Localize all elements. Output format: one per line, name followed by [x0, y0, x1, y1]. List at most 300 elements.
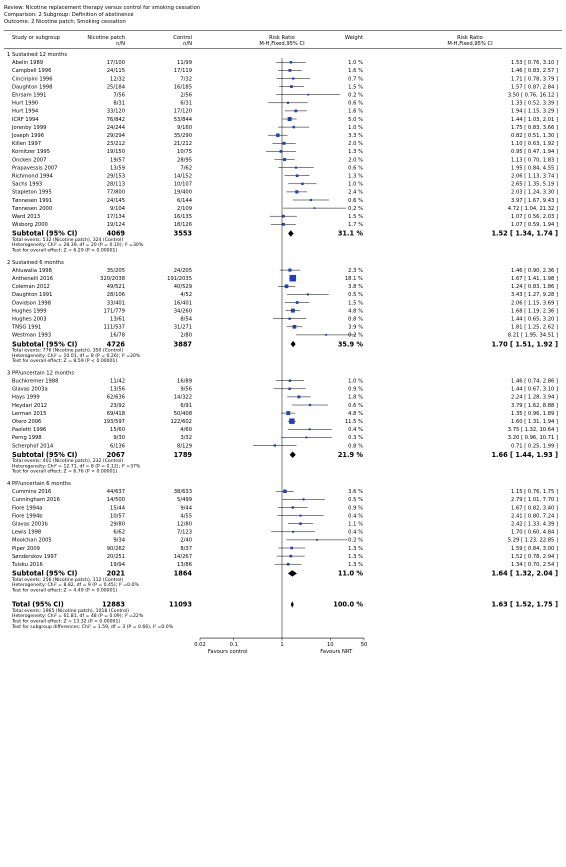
forest-rows — [7, 52, 558, 630]
study-weight: 0.7 % — [348, 76, 363, 83]
study-exp: 35/205 — [106, 267, 125, 274]
study-weight: 2.4 % — [348, 189, 363, 196]
point-estimate — [274, 444, 276, 446]
study-weight: 1.7 % — [348, 222, 363, 229]
point-estimate — [286, 411, 290, 415]
study-name: Kornitzer 1995 — [12, 149, 51, 156]
point-estimate — [283, 142, 286, 145]
point-estimate — [289, 418, 294, 423]
study-ctrl: 28/95 — [177, 157, 192, 164]
study-exp: 33/120 — [106, 108, 125, 115]
study-weight: 1.0 % — [348, 378, 363, 385]
study-name: Ward 2013 — [12, 214, 41, 220]
study-ctrl: 9/44 — [180, 505, 192, 512]
study-exp: 19/94 — [110, 562, 125, 568]
study-name: Hughes 2003 — [12, 316, 47, 323]
study-weight: 0.9 % — [348, 505, 363, 512]
study-exp: 28/106 — [106, 292, 125, 299]
study-weight: 0.5 % — [348, 292, 363, 299]
point-estimate — [305, 436, 307, 438]
study-weight: 1.3 % — [348, 553, 363, 560]
study-ctrl: 16/89 — [177, 378, 192, 385]
subtotal-label: Subtotal (95% CI) — [12, 569, 78, 578]
study-exp: 111/537 — [103, 324, 125, 331]
point-estimate — [307, 293, 309, 295]
study-ctrl: 12/80 — [177, 521, 192, 528]
study-exp: 9/104 — [110, 205, 125, 212]
study-weight: 3.6 % — [348, 489, 363, 496]
study-ctrl: 35/290 — [173, 133, 192, 139]
study-ci: 1.10 [ 0.63, 1.92 ] — [511, 141, 558, 148]
study-exp: 193/597 — [103, 419, 125, 425]
col-header-rr-sub: M-H,Fixed,95% CI — [259, 41, 305, 47]
study-weight: 0.4 % — [348, 427, 363, 434]
point-estimate — [288, 117, 292, 121]
study-weight: 1.5 % — [348, 300, 363, 307]
x-tick-label: 0.02 — [194, 642, 206, 649]
review-title: Review: Nicotine replacement therapy versus control for smoking cessation — [4, 5, 201, 11]
subgroup-note: Heterogeneity: Chi² = 12.71, df = 8 (P = 0.12); I² =37% — [12, 464, 141, 470]
study-ci: 2.03 [ 1.24, 3.30 ] — [511, 189, 558, 196]
study-weight: 0.6 % — [348, 197, 363, 204]
study-name: Tuisku 2016 — [12, 562, 43, 568]
study-exp: 19/150 — [106, 149, 125, 156]
point-estimate — [292, 77, 294, 79]
study-exp: 62/636 — [106, 394, 125, 401]
point-estimate — [301, 183, 303, 185]
outcome-title: Outcome: 2 Nicotine patch; Smoking cessation — [4, 19, 126, 25]
study-ci: 2.42 [ 1.33, 4.39 ] — [511, 521, 558, 528]
study-ctrl: 5/499 — [177, 497, 192, 504]
study-exp: 171/779 — [103, 308, 125, 315]
study-ctrl: 6/91 — [180, 402, 192, 409]
study-exp: 6/136 — [110, 443, 125, 450]
study-ctrl: 7/62 — [180, 165, 192, 172]
subtotal-ctrl: 1864 — [173, 569, 192, 578]
study-exp: 90/262 — [106, 545, 125, 552]
subtotal-diamond — [288, 570, 297, 576]
study-ctrl: 13/86 — [177, 562, 192, 568]
subtotal-weight: 35.9 % — [337, 340, 363, 349]
study-ctrl: 6/31 — [180, 100, 192, 107]
study-name: ICRF 1994 — [12, 116, 39, 123]
study-ctrl: 18/126 — [173, 222, 192, 229]
study-ci: 0.95 [ 0.47, 1.94 ] — [511, 149, 558, 156]
total-label: Total (95% CI) — [12, 600, 64, 609]
subtotal-ctrl: 1789 — [173, 450, 192, 459]
point-estimate — [314, 207, 316, 209]
study-name: Westman 1993 — [12, 332, 52, 339]
point-estimate — [282, 215, 285, 218]
study-exp: 13/56 — [110, 386, 125, 393]
study-name: TNSG 1991 — [12, 324, 42, 331]
study-ctrl: 10/75 — [177, 149, 192, 156]
point-estimate — [295, 110, 298, 113]
point-estimate — [296, 174, 299, 177]
total-note: Test for subgroup differences: Chi² = 1.59, df = 3 (P = 0.66), I² =0.0% — [12, 624, 174, 630]
study-ci: 2.79 [ 1.01, 7.70 ] — [511, 497, 558, 504]
study-ctrl: 24/205 — [173, 267, 192, 274]
study-ctrl: 31/271 — [173, 324, 192, 331]
study-name: Glavas 2003b — [12, 521, 48, 528]
study-ctrl: 10/107 — [173, 181, 192, 188]
study-name: Davidson 1998 — [12, 300, 51, 307]
forest-axis — [194, 58, 367, 655]
study-ci: 2.41 [ 0.80, 7.24 ] — [511, 513, 558, 520]
subtotal-exp: 2067 — [106, 450, 125, 459]
point-estimate — [310, 199, 312, 201]
study-ci: 1.81 [ 1.25, 2.62 ] — [511, 324, 558, 331]
study-ci: 1.52 [ 0.78, 2.94 ] — [511, 553, 558, 560]
study-ctrl: 8/54 — [180, 316, 192, 323]
study-exp: 44/637 — [106, 489, 125, 496]
point-estimate — [289, 275, 296, 282]
total-note: Total events: 1965 (Nicotine patch), 1018 (Control) — [12, 608, 129, 614]
subtotal-exp: 4726 — [106, 340, 125, 349]
study-exp: 15/60 — [110, 427, 125, 434]
study-exp: 24/115 — [106, 68, 125, 75]
study-exp: 17/134 — [106, 214, 125, 220]
study-exp: 69/418 — [106, 410, 125, 417]
point-estimate — [292, 506, 294, 508]
study-weight: 1.5 % — [348, 84, 363, 91]
study-weight: 1.8 % — [348, 394, 363, 401]
point-estimate — [291, 309, 295, 313]
study-ctrl: 17/119 — [173, 68, 192, 75]
study-ci: 1.57 [ 0.87, 2.84 ] — [511, 84, 558, 91]
study-weight: 3.8 % — [348, 284, 363, 291]
study-weight: 4.8 % — [348, 410, 363, 417]
study-exp: 28/113 — [106, 181, 125, 188]
subgroup-note: Test for overall effect: Z = 8.59 (P < 0.00001) — [12, 359, 118, 365]
study-name: Fiore 1994a — [12, 505, 43, 512]
study-exp: 29/294 — [106, 133, 125, 139]
study-weight: 4.8 % — [348, 308, 363, 315]
point-estimate — [299, 515, 301, 517]
plot-header — [4, 5, 562, 49]
subgroup-title: 1 Sustained 12 months — [7, 52, 68, 58]
subtotal-diamond — [291, 341, 296, 347]
study-name: Sønderskov 1997 — [12, 553, 57, 560]
study-ci: 1.46 [ 0.90, 2.36 ] — [511, 267, 558, 274]
study-ci: 1.35 [ 0.96, 1.89 ] — [511, 410, 558, 417]
study-weight: 0.2 % — [348, 537, 363, 544]
study-ci: 4.72 [ 1.04, 21.32 ] — [507, 205, 558, 212]
study-exp: 11/42 — [110, 378, 125, 385]
subtotal-ci: 1.70 [ 1.51, 1.92 ] — [491, 340, 558, 349]
study-ci: 5.29 [ 1.23, 22.85 ] — [507, 537, 558, 544]
study-name: Glavas 2003a — [12, 386, 48, 393]
point-estimate — [283, 490, 287, 494]
subtotal-weight: 21.9 % — [337, 450, 363, 459]
point-estimate — [290, 85, 293, 88]
study-ci: 2.24 [ 1.28, 3.94 ] — [511, 394, 558, 401]
favours-control-label: Favours control — [207, 649, 248, 656]
subtotal-ci: 1.64 [ 1.32, 2.04 ] — [491, 569, 558, 578]
point-estimate — [295, 190, 298, 193]
study-weight: 2.0 % — [348, 141, 363, 148]
study-ctrl: 16/401 — [173, 300, 192, 307]
study-exp: 19/57 — [110, 157, 125, 164]
study-name: Coleman 2012 — [12, 284, 50, 291]
study-exp: 320/2038 — [100, 276, 125, 282]
subgroup-note: Test for overall effect: Z = 6.29 (P < 0.00001) — [12, 248, 118, 254]
study-name: Daughton 1991 — [12, 292, 53, 299]
study-exp: 9/30 — [113, 435, 125, 442]
study-weight: 3.3 % — [348, 133, 363, 139]
point-estimate — [297, 395, 300, 398]
study-ctrl: 14/152 — [173, 173, 192, 180]
study-weight: 0.4 % — [348, 529, 363, 536]
study-weight: 0.3 % — [348, 435, 363, 442]
study-ci: 3.97 [ 1.67, 9.43 ] — [511, 197, 558, 204]
study-ctrl: 9/56 — [180, 386, 192, 393]
study-exp: 12/32 — [110, 76, 125, 83]
study-ci: 3.20 [ 0.96, 10.71 ] — [507, 435, 558, 442]
study-exp: 77/800 — [106, 189, 125, 196]
study-exp: 19/124 — [106, 222, 125, 229]
study-exp: 29/80 — [110, 521, 125, 528]
study-weight: 2.0 % — [348, 157, 363, 164]
study-name: Joseph 1996 — [12, 133, 45, 139]
study-ci: 3.79 [ 1.62, 8.88 ] — [511, 402, 558, 409]
study-ci: 3.50 [ 0.76, 16.12 ] — [507, 92, 558, 99]
study-ci: 2.06 [ 1.15, 3.69 ] — [511, 300, 558, 307]
study-ci: 0.71 [ 0.25, 1.99 ] — [511, 443, 558, 450]
col-header-rr-right-sub: M-H,Fixed,95% CI — [447, 41, 493, 47]
point-estimate — [293, 325, 297, 329]
study-ctrl: 14/322 — [173, 394, 192, 401]
study-ctrl: 19/400 — [173, 189, 192, 196]
study-exp: 6/62 — [113, 529, 125, 536]
study-ci: 1.95 [ 0.84, 4.55 ] — [511, 165, 558, 172]
study-name: Prapavessis 2007 — [12, 165, 58, 172]
x-tick-label: 0.1 — [229, 642, 238, 649]
subgroup-title: 3 PP/uncertain 12 months — [7, 370, 75, 377]
study-ctrl: 53/844 — [173, 116, 192, 123]
study-exp: 24/145 — [106, 197, 125, 204]
study-weight: 1.3 % — [348, 173, 363, 180]
study-exp: 15/44 — [110, 505, 125, 512]
subgroup-note: Heterogeneity: Chi² = 8.82, df = 9 (P = 0.45); I² =0.0% — [12, 583, 139, 589]
study-ci: 8.21 [ 1.95, 34.51 ] — [507, 332, 558, 339]
study-name: Hurt 1994 — [12, 108, 39, 115]
point-estimate — [302, 498, 304, 500]
point-estimate — [289, 379, 291, 381]
point-estimate — [288, 388, 290, 390]
subgroup-note: Test for overall effect: Z = 6.76 (P < 0.00001) — [12, 469, 118, 475]
study-ci: 1.24 [ 0.83, 1.86 ] — [511, 284, 558, 291]
study-name: Heydari 2012 — [12, 402, 48, 409]
study-name: Cunningham 2016 — [12, 497, 60, 504]
study-ctrl: 122/602 — [170, 419, 192, 425]
study-ci: 1.44 [ 0.65, 3.20 ] — [511, 316, 558, 323]
study-exp: 24/244 — [106, 124, 125, 131]
study-ctrl: 4/55 — [180, 513, 192, 520]
study-weight: 1.1 % — [348, 521, 363, 528]
study-exp: 10/57 — [110, 513, 125, 520]
study-weight: 0.8 % — [348, 443, 363, 450]
subtotal-weight: 31.1 % — [337, 229, 363, 238]
study-weight: 18.1 % — [344, 276, 363, 282]
study-name: Scherphof 2014 — [12, 443, 54, 450]
study-ci: 1.60 [ 1.31, 1.94 ] — [511, 419, 558, 425]
point-estimate — [289, 555, 292, 558]
study-ci: 3.43 [ 1.27, 9.28 ] — [511, 292, 558, 299]
subtotal-diamond — [288, 230, 293, 236]
study-name: Fiore 1994b — [12, 513, 43, 520]
total-diamond — [291, 601, 294, 607]
point-estimate — [287, 563, 290, 566]
study-name: Otero 2006 — [12, 419, 42, 425]
study-ctrl: 17/120 — [173, 108, 192, 115]
point-estimate — [276, 133, 279, 136]
study-ctrl: 16/185 — [173, 84, 192, 91]
study-weight: 1.0 % — [348, 124, 363, 131]
study-ci: 0.82 [ 0.51, 1.30 ] — [511, 133, 558, 139]
study-name: Richmond 1994 — [12, 173, 53, 180]
study-name: Ehrsam 1991 — [12, 92, 47, 99]
study-name: Lewis 1998 — [12, 529, 42, 536]
study-weight: 1.0 % — [348, 60, 363, 67]
study-weight: 1.6 % — [348, 108, 363, 115]
subtotal-label: Subtotal (95% CI) — [12, 340, 78, 349]
study-exp: 23/212 — [106, 141, 125, 148]
study-ctrl: 2/56 — [180, 92, 192, 99]
total-weight: 100.0 % — [333, 600, 363, 609]
study-weight: 0.6 % — [348, 100, 363, 107]
study-ci: 1.59 [ 0.84, 3.00 ] — [511, 545, 558, 552]
study-name: Perng 1998 — [12, 435, 42, 442]
study-exp: 14/500 — [106, 497, 125, 504]
subgroup-note: Heterogeneity: Chi² = 10.01, df = 8 (P = 0.26); I² =20% — [12, 353, 141, 359]
study-ctrl: 4/52 — [180, 292, 192, 299]
study-ctrl: 14/267 — [173, 553, 192, 560]
study-name: Hughes 1999 — [12, 308, 47, 315]
point-estimate — [309, 428, 311, 430]
study-exp: 8/31 — [113, 100, 125, 107]
study-exp: 7/56 — [113, 92, 125, 99]
study-exp: 17/100 — [106, 60, 125, 67]
study-exp: 20/251 — [106, 553, 125, 560]
study-exp: 23/92 — [110, 402, 125, 409]
point-estimate — [309, 404, 311, 406]
study-weight: 0.2 % — [348, 92, 363, 99]
study-exp: 29/153 — [106, 173, 125, 180]
study-weight: 0.6 % — [348, 165, 363, 172]
subtotal-ctrl: 3553 — [173, 229, 192, 238]
study-ctrl: 4/60 — [180, 427, 192, 434]
subtotal-ci: 1.66 [ 1.44, 1.93 ] — [491, 450, 558, 459]
subgroup-title: 4 PP/uncertain 6 months — [7, 481, 71, 487]
point-estimate — [285, 284, 289, 288]
study-weight: 1.3 % — [348, 545, 363, 552]
point-estimate — [295, 167, 297, 169]
study-weight: 1.6 % — [348, 68, 363, 75]
subtotal-diamond — [290, 452, 296, 458]
subtotal-exp: 4069 — [106, 229, 125, 238]
subtotal-ctrl: 3887 — [173, 340, 192, 349]
study-exp: 25/184 — [106, 84, 125, 91]
study-weight: 0.9 % — [348, 386, 363, 393]
study-weight: 11.5 % — [344, 419, 363, 425]
col-header-rr-right: Risk Ratio — [457, 35, 483, 41]
subgroup-note: Total events: 532 (Nicotine patch), 324 (Control) — [12, 237, 124, 243]
study-name: Cummins 2016 — [12, 489, 52, 496]
study-name: Ahluwalia 1998 — [12, 267, 52, 274]
subgroup-title: 2 Sustained 6 months — [7, 259, 64, 266]
point-estimate — [288, 318, 290, 320]
study-weight: 0.4 % — [348, 513, 363, 520]
point-estimate — [307, 94, 309, 96]
study-weight: 3.9 % — [348, 324, 363, 331]
study-name: Cinciripini 1996 — [12, 76, 53, 83]
study-ci: 1.94 [ 1.15, 3.29 ] — [511, 108, 558, 115]
study-ci: 1.46 [ 0.83, 2.57 ] — [511, 68, 558, 75]
study-name: Lerman 2015 — [12, 410, 47, 417]
point-estimate — [290, 61, 292, 63]
study-ctrl: 8/37 — [180, 545, 192, 552]
study-ctrl: 11/99 — [177, 60, 192, 67]
study-name: Moolchan 2005 — [12, 537, 52, 544]
total-ctrl: 11093 — [169, 600, 192, 609]
study-name: Buchkremer 1988 — [12, 378, 59, 385]
study-name: Abelin 1989 — [12, 60, 44, 67]
subgroup-note: Total events: 401 (Nicotine patch), 232 (Control) — [12, 459, 124, 465]
point-estimate — [290, 547, 293, 550]
total-ci: 1.63 [ 1.52, 1.75 ] — [491, 600, 558, 609]
study-ci: 1.34 [ 0.70, 2.54 ] — [511, 562, 558, 568]
study-ci: 1.67 [ 1.41, 1.98 ] — [511, 276, 558, 282]
point-estimate — [292, 531, 294, 533]
point-estimate — [296, 301, 299, 304]
subgroup-note: Heterogeneity: Chi² = 28.39, df = 20 (P = 0.10); I² =30% — [12, 243, 144, 249]
point-estimate — [283, 158, 286, 161]
x-tick-label: 1 — [280, 642, 284, 649]
x-tick-label: 10 — [326, 642, 334, 649]
study-ctrl: 191/2035 — [167, 276, 192, 282]
col-header-ctrl-sub: n/N — [183, 41, 192, 47]
col-header-rr: Risk Ratio — [269, 35, 295, 41]
study-ctrl: 2/40 — [180, 537, 192, 544]
study-ci: 2.65 [ 1.35, 5.19 ] — [511, 181, 558, 188]
total-note: Test for overall effect: Z = 13.32 (P < 0.00001) — [12, 619, 121, 625]
point-estimate — [288, 269, 291, 272]
study-ctrl: 2/80 — [180, 332, 192, 339]
study-ctrl: 38/633 — [173, 489, 192, 496]
study-weight: 1.3 % — [348, 562, 363, 568]
point-estimate — [289, 69, 292, 72]
study-weight: 0.2 % — [348, 332, 363, 339]
study-ctrl: 34/260 — [173, 308, 192, 315]
point-estimate — [316, 539, 318, 541]
total-note: Heterogeneity: Chi² = 61.81, df = 48 (P = 0.09); I² =22% — [12, 614, 144, 620]
study-weight: 0.2 % — [348, 205, 363, 212]
study-exp: 9/34 — [113, 537, 125, 544]
study-name: Killen 1997 — [12, 141, 42, 148]
study-weight: 5.0 % — [348, 116, 363, 123]
point-estimate — [293, 126, 295, 128]
study-name: Hays 1999 — [12, 394, 40, 401]
study-name: Hurt 1990 — [12, 100, 39, 107]
study-ci: 1.44 [ 0.67, 3.10 ] — [511, 386, 558, 393]
study-ci: 1.53 [ 0.76, 3.10 ] — [511, 60, 558, 67]
study-name: Anthenelli 2016 — [12, 276, 54, 282]
study-weight: 0.6 % — [348, 402, 363, 409]
study-exp: 49/521 — [106, 284, 125, 291]
col-header-exp-sub: n/N — [116, 41, 125, 47]
study-ci: 1.07 [ 0.59, 1.94 ] — [511, 222, 558, 229]
